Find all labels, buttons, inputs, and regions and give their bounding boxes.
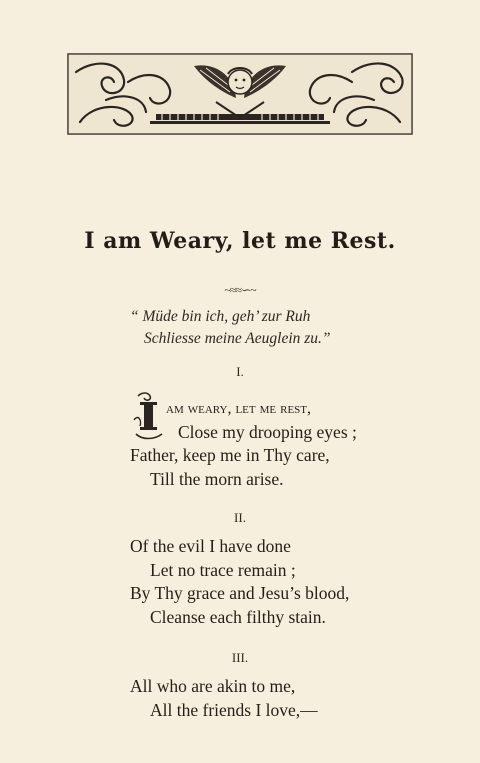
- verse-line: Close my drooping eyes ;: [178, 421, 357, 442]
- verse-line: Cleanse each filthy stain.: [150, 606, 326, 627]
- stanza-3: [130, 675, 318, 722]
- stanza-number-1: I.: [236, 364, 244, 379]
- verse-line: All who are akin to me,: [130, 676, 296, 696]
- verse-line: [130, 396, 357, 421]
- verse-line: Till the morn arise.: [150, 468, 284, 489]
- verse-line: Of the evil I have done: [130, 536, 291, 556]
- stanza-1: [130, 396, 357, 491]
- stanza-number-2: II.: [234, 510, 246, 525]
- epigraph-line-1: “ Müde bin ich, geh’ zur Ruh: [130, 308, 311, 325]
- verse-line: All the friends I love,—: [150, 699, 318, 720]
- epigraph: [130, 306, 331, 350]
- verse-line: By Thy grace and Jesu’s blood,: [130, 583, 350, 603]
- stanza-number-3: III.: [231, 650, 249, 665]
- verse-line: Father, keep me in Thy care,: [130, 445, 330, 465]
- title-flourish: ~≈≈∽~: [224, 283, 256, 297]
- verse-line: Let no trace remain ;: [150, 559, 296, 580]
- verse-line-text: am weary, let me rest,: [166, 400, 311, 417]
- epigraph-line-2: Schliesse meine Aeuglein zu.”: [144, 330, 331, 347]
- headpiece-ornament: [66, 52, 414, 136]
- stanza-2: [130, 535, 349, 629]
- poem-title: I am Weary, let me Rest.: [84, 228, 396, 254]
